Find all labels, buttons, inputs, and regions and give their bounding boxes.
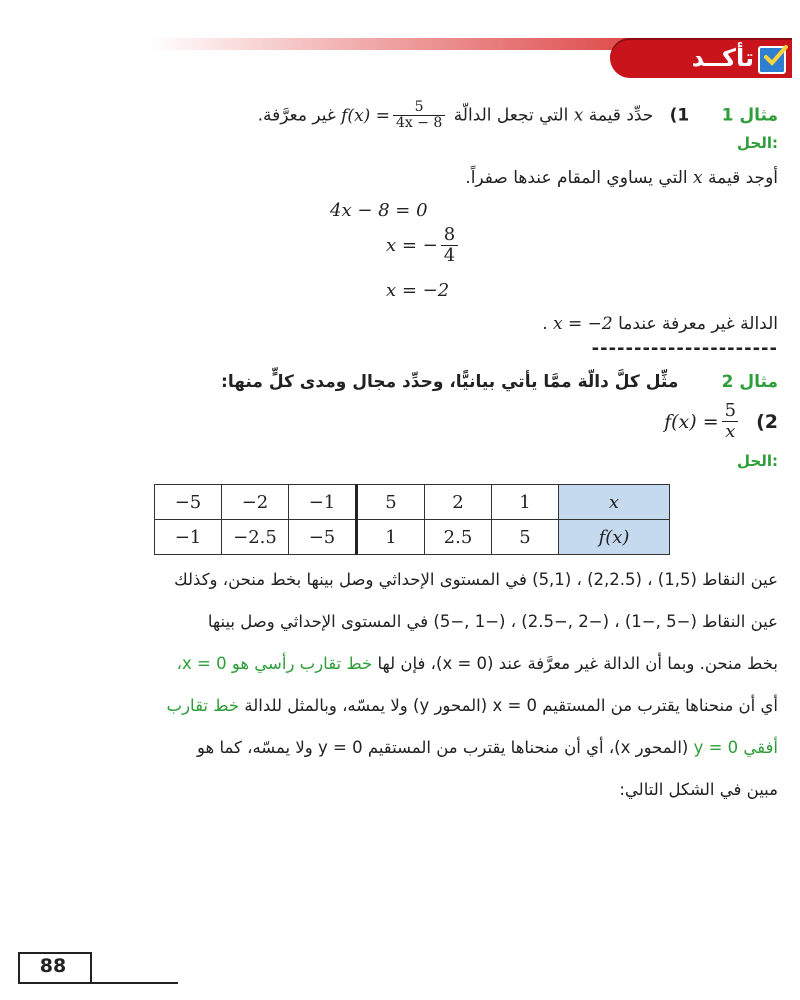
example1-label: مثال 1 <box>721 105 778 126</box>
table-cell: −2.5 <box>222 520 289 555</box>
solution-label: الحل: <box>737 134 778 152</box>
fraction-numerator: 5 <box>414 99 424 115</box>
fraction <box>441 226 458 266</box>
example2-number: (2 <box>756 410 778 433</box>
solution-step <box>465 168 778 188</box>
paragraph-text: (المحور x)، أي أن منحناها يقترب من المستقيم y = 0 ولا يمسّه، كما هو <box>196 738 689 757</box>
math-var: x <box>573 105 584 126</box>
table-row <box>155 520 670 555</box>
table-cell: −1 <box>289 485 357 520</box>
paragraph-line-6: مبين في الشكل التالي: <box>619 780 778 799</box>
checkbox-icon <box>758 46 786 74</box>
fraction <box>393 100 445 131</box>
table-header-fx: f(x) <box>559 520 670 555</box>
footer-line <box>18 982 178 984</box>
example2-text: مثِّل كلَّ دالّة ممَّا يأتي بيانيًّا، وحدِّد مجال ومدى كلٍّ منها: <box>221 372 679 392</box>
question-text: حدِّد قيمة <box>588 105 654 126</box>
values-table <box>154 484 670 555</box>
table-cell: −5 <box>289 520 357 555</box>
vertical-asymptote-text: خط تقارب رأسي هو x = 0 <box>182 654 373 673</box>
equation-lhs: x = − <box>386 235 438 257</box>
solution-label: الحل: <box>737 452 778 470</box>
table-header-x: x <box>559 485 670 520</box>
table-cell: −2 <box>222 485 289 520</box>
example1-question <box>258 100 778 131</box>
conclusion-math: x = −2 <box>553 314 613 334</box>
header-decor-line <box>150 38 630 50</box>
table-cell: 5 <box>492 520 559 555</box>
table-row <box>155 485 670 520</box>
paragraph-line-3 <box>22 654 778 673</box>
fraction-numerator: 5 <box>724 400 737 421</box>
table-cell: 1 <box>357 520 425 555</box>
table-cell: 1 <box>492 485 559 520</box>
fraction-denominator: x <box>722 421 738 442</box>
step-text: التي يساوي المقام عندها صفراً. <box>465 168 688 188</box>
paragraph-text: ، <box>176 654 182 673</box>
horizontal-asymptote-text: أفقي y = 0 <box>693 738 778 757</box>
example1-number: 1) <box>669 105 690 126</box>
conclusion-text: . <box>542 314 548 334</box>
equation-1: 4x − 8 = 0 <box>330 200 428 221</box>
paragraph-text: أي أن منحناها يقترب من المستقيم x = 0 (المحور y) ولا يمسّه، وبالمثل للدالة <box>244 696 778 715</box>
fraction-numerator: 8 <box>443 224 456 245</box>
paragraph-text: بخط منحن. وبما أن الدالة غير معرَّفة عند (x = 0)، فإن لها <box>377 654 778 673</box>
table-cell: 5 <box>357 485 425 520</box>
equation-2 <box>386 226 461 266</box>
step-text: أوجد قيمة <box>708 168 778 188</box>
paragraph-line-4 <box>22 696 778 715</box>
function-expression <box>341 100 448 131</box>
paragraph-line-2: عين النقاط (−5 ,−1) ، (−2 ,−2.5) ، (−1 ,−5) في المستوى الإحداثي وصل بينها <box>207 612 778 631</box>
question-text: غير معرَّفة. <box>257 105 336 126</box>
question-text: التي تجعل الدالّة <box>453 105 569 126</box>
horizontal-asymptote-text: خط تقارب <box>166 696 240 715</box>
function-lhs: f(x) = <box>341 105 390 126</box>
table-cell: −1 <box>155 520 222 555</box>
equation-3: x = −2 <box>386 280 450 301</box>
example2-question <box>221 372 778 392</box>
section-title: تأكــد <box>691 44 754 72</box>
example2-label: مثال 2 <box>721 372 778 392</box>
math-var: x <box>693 168 703 188</box>
function-lhs: f(x) = <box>664 410 719 433</box>
table-cell: 2.5 <box>425 520 492 555</box>
table-cell: 2 <box>425 485 492 520</box>
fraction-denominator: 4x − 8 <box>393 115 445 131</box>
page-number: 88 <box>39 955 67 977</box>
fraction <box>722 402 739 442</box>
paragraph-line-5 <box>22 738 778 757</box>
conclusion-text: الدالة غير معرفة عندما <box>618 314 778 334</box>
divider: ---------------------- <box>591 338 778 359</box>
table-cell: −5 <box>155 485 222 520</box>
example2-function <box>664 402 778 442</box>
fraction-denominator: 4 <box>441 245 458 266</box>
conclusion <box>542 314 778 334</box>
paragraph-line-1: عين النقاط (1,5) ، (2,2.5) ، (5,1) في المستوى الإحداثي وصل بينها بخط منحن، وكذلك <box>174 570 778 589</box>
